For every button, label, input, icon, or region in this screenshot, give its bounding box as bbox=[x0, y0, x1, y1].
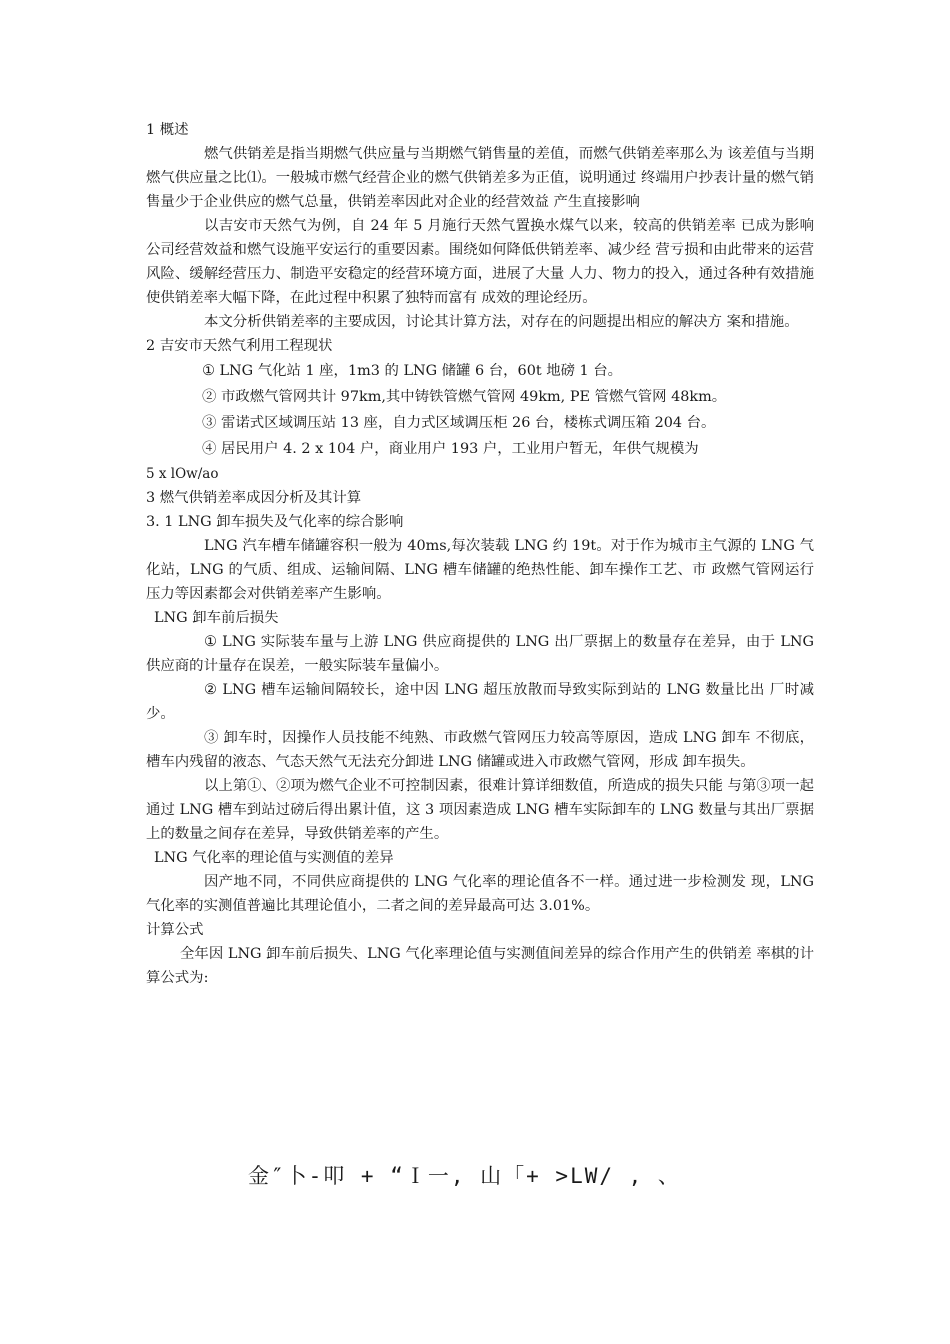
loss-item-1: ① LNG 实际装车量与上游 LNG 供应商提供的 LNG 出厂票据上的数量存在差异，由于 LNG 供应商的计量存在误差，一般实际装车量偏小。 bbox=[146, 634, 814, 674]
formula: 金″卜-叩 + “Ｉ一, 山「+ >LW/ , 、 bbox=[248, 1164, 681, 1188]
section-3-1-paragraph-1: LNG 汽车槽车储罐容积一般为 40ms,每次装载 LNG 约 19t。对于作为城市主气源的 LNG 气化站，LNG 的气质、组成、运输间隔、LNG 槽车储罐的绝热性能、卸车操作工艺、市 政燃气管网运行压力等因素都会对供销差率产生影响。 bbox=[146, 538, 814, 602]
section-3-heading: 3 燃气供销差率成因分析及其计算 bbox=[146, 490, 362, 506]
section-3-1-paragraph-4: 全年因 LNG 卸车前后损失、LNG 气化率理论值与实测值间差异的综合作用产生的供销差 率棋的计算公式为: bbox=[146, 946, 814, 986]
section-1-paragraph-3: 本文分析供销差率的主要成因，讨论其计算方法，对存在的问题提出相应的解决方 案和措施。 bbox=[204, 314, 799, 330]
list-item: ④ 居民用户 4. 2 x 104 户，商业用户 193 户，工业用户暂无，年供气规模为 bbox=[202, 441, 699, 457]
supply-scale-value: 5 x lOw/ao bbox=[146, 466, 219, 482]
section-1-paragraph-2: 以吉安市天然气为例，自 24 年 5 月施行天然气置换水煤气以来，较高的供销差率 已成为影响公司经营效益和燃气设施平安运行的重要因素。围绕如何降低供销差率、减少经 营亏损和由此带来的运营风险、缓解经营压力、制造平安稳定的经营环境方面，进展了大量 人力、物力的投入，通过各种有效措施使供销差率大幅下降，在此过程中积累了独特而富有 成效的理论经历。 bbox=[146, 218, 814, 306]
gasification-rate-label: LNG 气化率的理论值与实测值的差异 bbox=[154, 850, 394, 866]
list-item: ① LNG 气化站 1 座，1m3 的 LNG 储罐 6 台，60t 地磅 1 台。 bbox=[202, 363, 623, 379]
section-3-1-paragraph-2: 以上第①、②项为燃气企业不可控制因素，很难计算详细数值，所造成的损失只能 与第③项一起通过 LNG 槽车到站过磅后得出累计值，这 3 项因素造成 LNG 槽车实际卸车的 LNG 数量与其出厂票据上的数量之间存在差异，导致供销差率的产生。 bbox=[146, 778, 814, 842]
section-2-heading: 2 吉安市天然气利用工程现状 bbox=[146, 338, 333, 354]
loss-item-2: ② LNG 槽车运输间隔较长，途中因 LNG 超压放散而导致实际到站的 LNG 数量比出 厂时减少。 bbox=[146, 682, 814, 722]
section-3-1-heading: 3. 1 LNG 卸车损失及气化率的综合影响 bbox=[146, 514, 404, 530]
loss-item-3: ③ 卸车时，因操作人员技能不纯熟、市政燃气管网压力较高等原因，造成 LNG 卸车 不彻底，槽车内残留的液态、气态天然气无法充分卸进 LNG 储罐或进入市政燃气管网，形成 卸车损失。 bbox=[146, 730, 814, 770]
list-item: ③ 雷诺式区域调压站 13 座，自力式区域调压柜 26 台，楼栋式调压箱 204 台。 bbox=[202, 415, 716, 431]
formula-label: 计算公式 bbox=[146, 922, 204, 938]
list-item: ② 市政燃气管网共计 97km,其中铸铁管燃气管网 49km, PE 管燃气管网 48km。 bbox=[202, 389, 727, 405]
unloading-loss-label: LNG 卸车前后损失 bbox=[154, 610, 279, 626]
section-3-1-paragraph-3: 因产地不同，不同供应商提供的 LNG 气化率的理论值各不一样。通过进一步检测发 现，LNG 气化率的实测值普遍比其理论值小，二者之间的差异最高可达 3.01%。 bbox=[146, 874, 814, 914]
section-1-paragraph-1: 燃气供销差是指当期燃气供应量与当期燃气销售量的差值，而燃气供销差率那么为 该差值与当期燃气供应量之比⑴。一般城市燃气经营企业的燃气供销差多为正值，说明通过 终端用户抄表计量的燃气销售量少于企业供应的燃气总量，供销差率因此对企业的经营效益 产生直接影响 bbox=[146, 146, 814, 210]
section-1-heading: 1 概述 bbox=[146, 122, 189, 138]
document-body bbox=[146, 118, 814, 990]
